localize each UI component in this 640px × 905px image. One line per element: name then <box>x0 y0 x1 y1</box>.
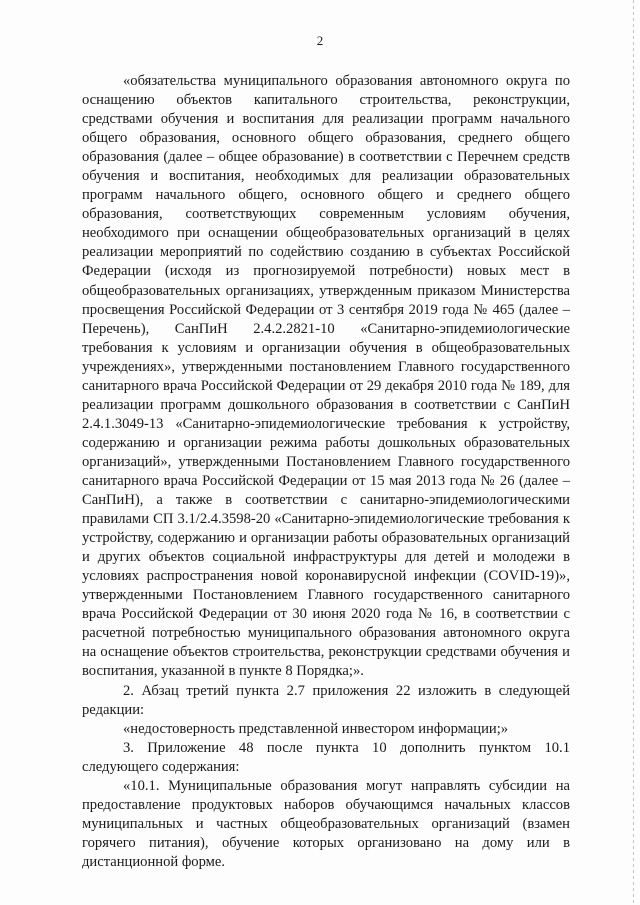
paragraph-item-10-1: «10.1. Муниципальные образования могут направлять субсидии на предоставление продуктовых наборов обучающимся начальных классов муниципальных и частных общеобразовательных организаций (взамен горячего питания), обучение которых организовано на дому или в дистанционной форме. <box>82 777 570 870</box>
page-edge <box>633 0 634 905</box>
page-number: 2 <box>316 33 324 48</box>
paragraph-item-2: 2. Абзац третий пункта 2.7 приложения 22 изложить в следующей редакции: <box>82 682 570 718</box>
paragraph-obligations: «обязательства муниципального образования автономного округа по оснащению объектов капитального строительства, реконструкции, средствами обучения и воспитания для реализации программ начального общего образования, основного общего образования, среднего общего образования (далее – общее образование) в соответствии с Перечнем средств обучения и воспитания, необходимых для реализации образовательных программ начального общего, основного общего и среднего общего образования, соответствующих современным условиям обучения, необходимого при оснащении общеобразовательных организаций в целях реализации мероприятий по содействию созданию в субъектах Российской Федерации (исходя из прогнозируемой потребности) новых мест в общеобразовательных организациях, утвержденным приказом Министерства просвещения Российской Федерации от 3 сентября 2019 года № 465 (далее – Перечень), СанПиН 2.4.2.2821-10 «Санитарно-эпидемиологические требования к условиям и организации обучения в общеобразовательных учреждениях», утвержденными постановлением Главного государственного санитарного врача Российской Федерации от 29 декабря 2010 года № 189, для реализации программ дошкольного образования в соответствии с СанПиН 2.4.1.3049-13 «Санитарно-эпидемиологические требования к устройству, содержанию и организации режима работы дошкольных образовательных организаций», утвержденными Постановлением Главного государственного санитарного врача Российской Федерации от 15 мая 2013 года № 26 (далее – СанПиН), а также в соответствии с санитарно-эпидемиологическими правилами СП 3.1/2.4.3598-20 «Санитарно-эпидемиологические требования к устройству, содержанию и организации работы образовательных организаций и других объектов социальной инфраструктуры для детей и молодежи в условиях распространения новой коронавирусной инфекции (COVID-19)», утвержденными Постановлением Главного государственного санитарного врача Российской Федерации от 30 июня 2020 года № 16, в соответствии с расчетной потребностью муниципального образования автономного округа на оснащение объектов строительства, реконструкции средствами обучения и воспитания, указанной в пункте 8 Порядка;». <box>82 73 570 680</box>
paragraph-quote-investor: «недостоверность представленной инвестором информации;» <box>123 720 509 737</box>
document-body <box>82 72 570 872</box>
paragraph-item-3: 3. Приложение 48 после пункта 10 дополнить пунктом 10.1 следующего содержания: <box>82 739 570 775</box>
